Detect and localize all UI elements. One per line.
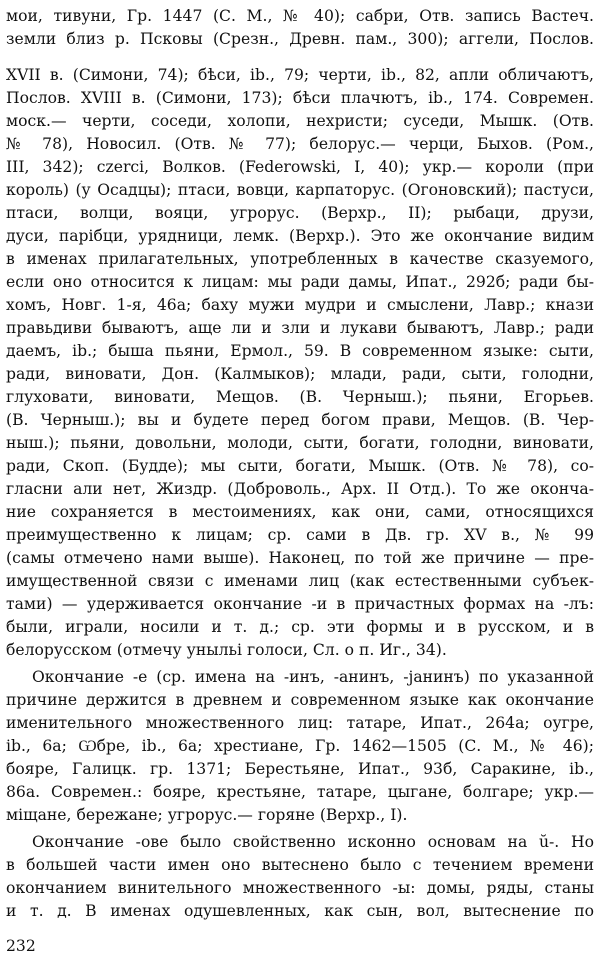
text-line: мои, тивуни, Гр. 1447 (С. М., № 40); сабри, Отв. запись Вастеч. xyxy=(6,7,594,25)
text-line: были, играли, носили и т. д.; ср. эти формы и в русском, и в xyxy=(6,618,594,636)
text-line: дуси, парібци, урядници, лемк. (Верхр.). Это же окончание видим xyxy=(6,227,594,245)
text-line: № 78), Новосил. (Отв. № 77); белорус.— черци, Быхов. (Ром., xyxy=(6,135,594,153)
text-line: Послов. XVIII в. (Симони, 173); бѣси плачютъ, ib., 174. Современ. xyxy=(6,89,594,107)
text-line: даемъ, ib.; быша пьяни, Ермол., 59. В современном языке: сыти, xyxy=(6,342,594,360)
text-line: ныш.); пьяни, довольни, молоди, сыти, богати, голодни, виновати, xyxy=(6,434,594,452)
text-line: в большей части имен оно вытеснено было с течением времени xyxy=(6,856,594,874)
text-line: бояре, Галицк. гр. 1371; Берестьяне, Ипат., 93б, Саракине, ib., xyxy=(6,760,594,778)
text-line: III, 342); czerci, Волков. (Federowski, I, 40); укр.— короли (при xyxy=(6,158,594,176)
text-line: птаси, волци, вояци, угрорус. (Верхр., II); рыбаци, друзи, xyxy=(6,204,594,222)
text-line: окончанием винительного множественного -ы: домы, ряды, станы xyxy=(6,879,594,897)
text-line: преимущественно к лицам; ср. сами в Дв. гр. XV в., № 99 xyxy=(6,526,594,544)
text-line: правьдиви бываютъ, аще ли и зли и лукави бываютъ, Лавр.; ради xyxy=(6,319,594,337)
text-line: глуховати, виновати, Мещов. (В. Черныш.); пьяни, Егорьев. xyxy=(6,388,594,406)
text-line: 86а. Современ.: бояре, крестьяне, татаре, цыгане, болгаре; укр.— xyxy=(6,783,594,801)
text-line: если оно относится к лицам: мы ради дамы, Ипат., 292б; ради бы- xyxy=(6,273,594,291)
text-line: ради, Скоп. (Будде); мы сыти, богати, Мышк. (Отв. № 78), со- xyxy=(6,457,594,475)
text-line: (самы отмечено нами выше). Наконец, по той же причине — пре- xyxy=(6,549,594,567)
text-line: причине держится в древнем и современном языке как окончание xyxy=(6,691,594,709)
text-line: міщане, бережане; угрорус.— горяне (Верхр., I). xyxy=(6,806,408,824)
page-number: 232 xyxy=(6,937,36,955)
text-line: именительного множественного лиц: татаре, Ипат., 264а; оугре, xyxy=(6,714,594,732)
text-line: Окончание -ове было свойственно исконно основам на ŭ-. Но xyxy=(32,833,594,851)
text-line: в именах прилагательных, употребленных в качестве сказуемого, xyxy=(6,250,594,268)
text-line: ние сохраняется в местоимениях, как они, сами, относящихся xyxy=(6,503,594,521)
text-line: хомъ, Новг. 1-я, 46а; баху мужи мудри и смыслени, Лавр.; кнази xyxy=(6,296,594,314)
text-line: земли близ р. Псковы (Срезн., Древн. пам., 300); аггели, Послов. xyxy=(6,30,594,48)
text-line: (В. Черныш.); вы и будете перед богом прави, Мещов. (В. Чер- xyxy=(6,411,594,429)
text-line: ib., 6а; Ѡбре, ib., 6а; хрестиане, Гр. 1462—1505 (С. М., № 46); xyxy=(6,737,594,755)
text-line: король) (у Осадцы); птаси, вовци, карпаторус. (Огоновский); пастуси, xyxy=(6,181,594,199)
text-line: и т. д. В именах одушевленных, как сын, вол, вытеснение по xyxy=(6,902,594,920)
text-line: гласни али нет, Жиздр. (Доброволь., Арх. II Отд.). То же оконча- xyxy=(6,480,594,498)
text-line: имущественной связи с именами лиц (как естественными субъек- xyxy=(6,572,594,590)
text-line: моск.— черти, соседи, холопи, нехристи; суседи, Мышк. (Отв. xyxy=(6,112,594,130)
text-line: белорусском (отмечу уныльі голоси, Сл. о п. Иг., 34). xyxy=(6,641,447,659)
text-line: ради, виновати, Дон. (Калмыков); млади, ради, сыти, голодни, xyxy=(6,365,594,383)
text-line: Окончание -е (ср. имена на -инъ, -анинъ, -јанинъ) по указанной xyxy=(32,668,594,686)
text-line: XVII в. (Симони, 74); бѣси, ib., 79; черти, ib., 82, апли обличаютъ, xyxy=(6,66,594,84)
text-line: тами) — удерживается окончание -и в причастных формах на -лъ: xyxy=(6,595,594,613)
